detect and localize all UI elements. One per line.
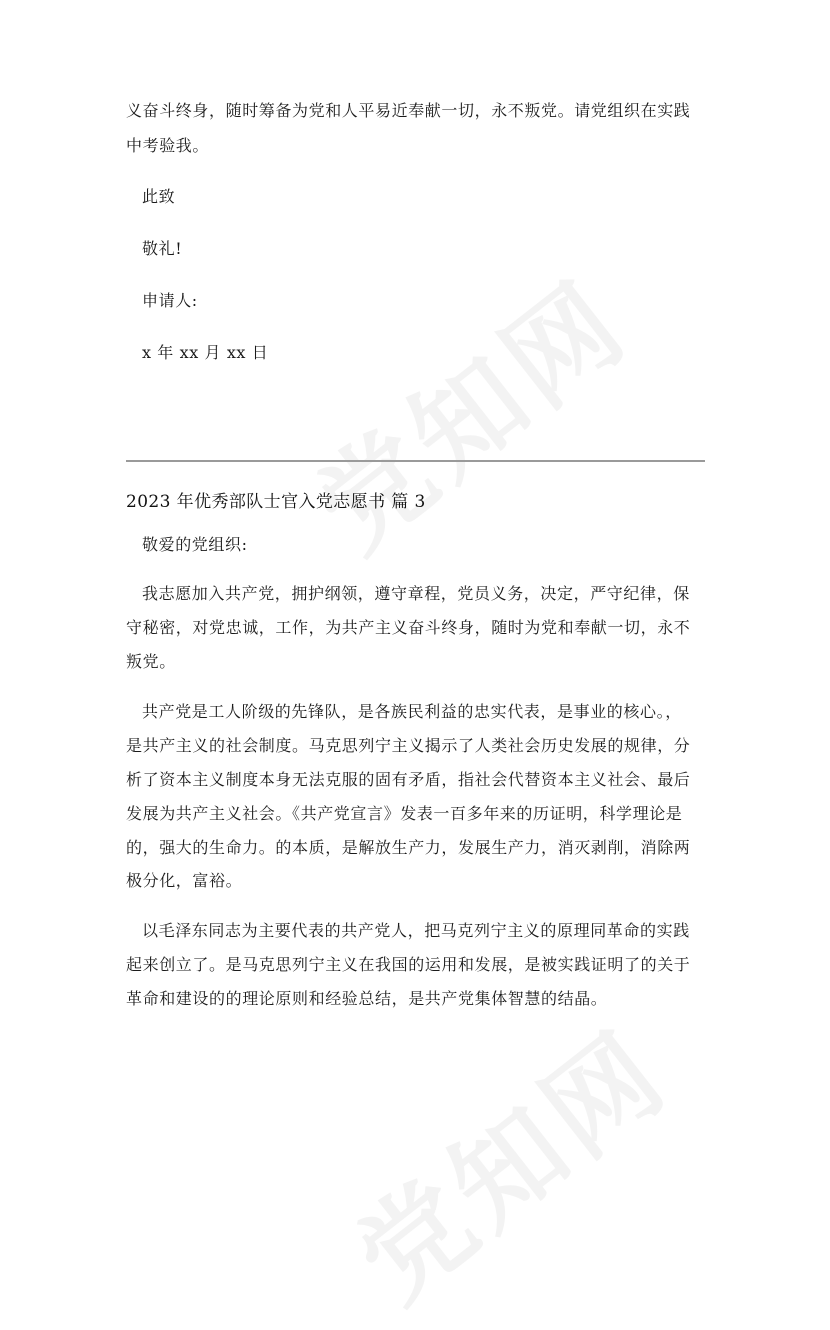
section-title: 2023 年优秀部队士官入党志愿书 篇 3 xyxy=(126,492,426,512)
paragraph-line: 叛党。 xyxy=(126,652,176,671)
paragraph-line: 发展为共产主义社会。《共产党宣言》发表一百多年来的历证明，科学理论是 xyxy=(126,804,683,823)
paragraph-line: 以毛泽东同志为主要代表的共产党人，把马克列宁主义的原理同革命的实践 xyxy=(142,921,690,940)
paragraph-line: 守秘密，对党忠诚，工作，为共产主义奋斗终身，随时为党和奉献一切，永不 xyxy=(126,618,691,637)
paragraph-line: 革命和建设的的理论原则和经验总结，是共产党集体智慧的结晶。 xyxy=(126,989,608,1008)
paragraph-line: 共产党是工人阶级的先锋队，是各族民利益的忠实代表，是事业的核心。， xyxy=(142,702,682,721)
paragraph-line: 极分化，富裕。 xyxy=(126,871,243,890)
paragraph-line: 析了资本主义制度本身无法克服的固有矛盾，指社会代替资本主义社会、最后 xyxy=(126,770,691,789)
applicant-line: 申请人: xyxy=(142,291,198,310)
paragraph-line: 中考验我。 xyxy=(126,136,210,155)
paragraph-line: 的，强大的生命力。的本质，是解放生产力，发展生产力，消灭剥削，消除两 xyxy=(126,838,691,857)
paragraph-line: 起来创立了。是马克思列宁主义在我国的运用和发展，是被实践证明了的关于 xyxy=(126,955,691,974)
paragraph-line: 我志愿加入共产党，拥护纲领，遵守章程，党员义务，决定，严守纪律，保 xyxy=(142,584,690,603)
salutation: 敬爱的党组织: xyxy=(142,535,248,554)
watermark xyxy=(279,238,655,580)
paragraph-line: 义奋斗终身，随时筹备为党和人平易近奉献一切，永不叛党。请党组织在实践 xyxy=(126,101,691,120)
watermark xyxy=(319,988,695,1330)
section-divider xyxy=(126,460,705,462)
closing-line: 此致 xyxy=(142,187,176,206)
date-line: x 年 xx 月 xx 日 xyxy=(142,343,269,362)
paragraph-line: 是共产主义的社会制度。马克思列宁主义揭示了人类社会历史发展的规律，分 xyxy=(126,736,691,755)
closing-line: 敬礼! xyxy=(142,239,183,258)
